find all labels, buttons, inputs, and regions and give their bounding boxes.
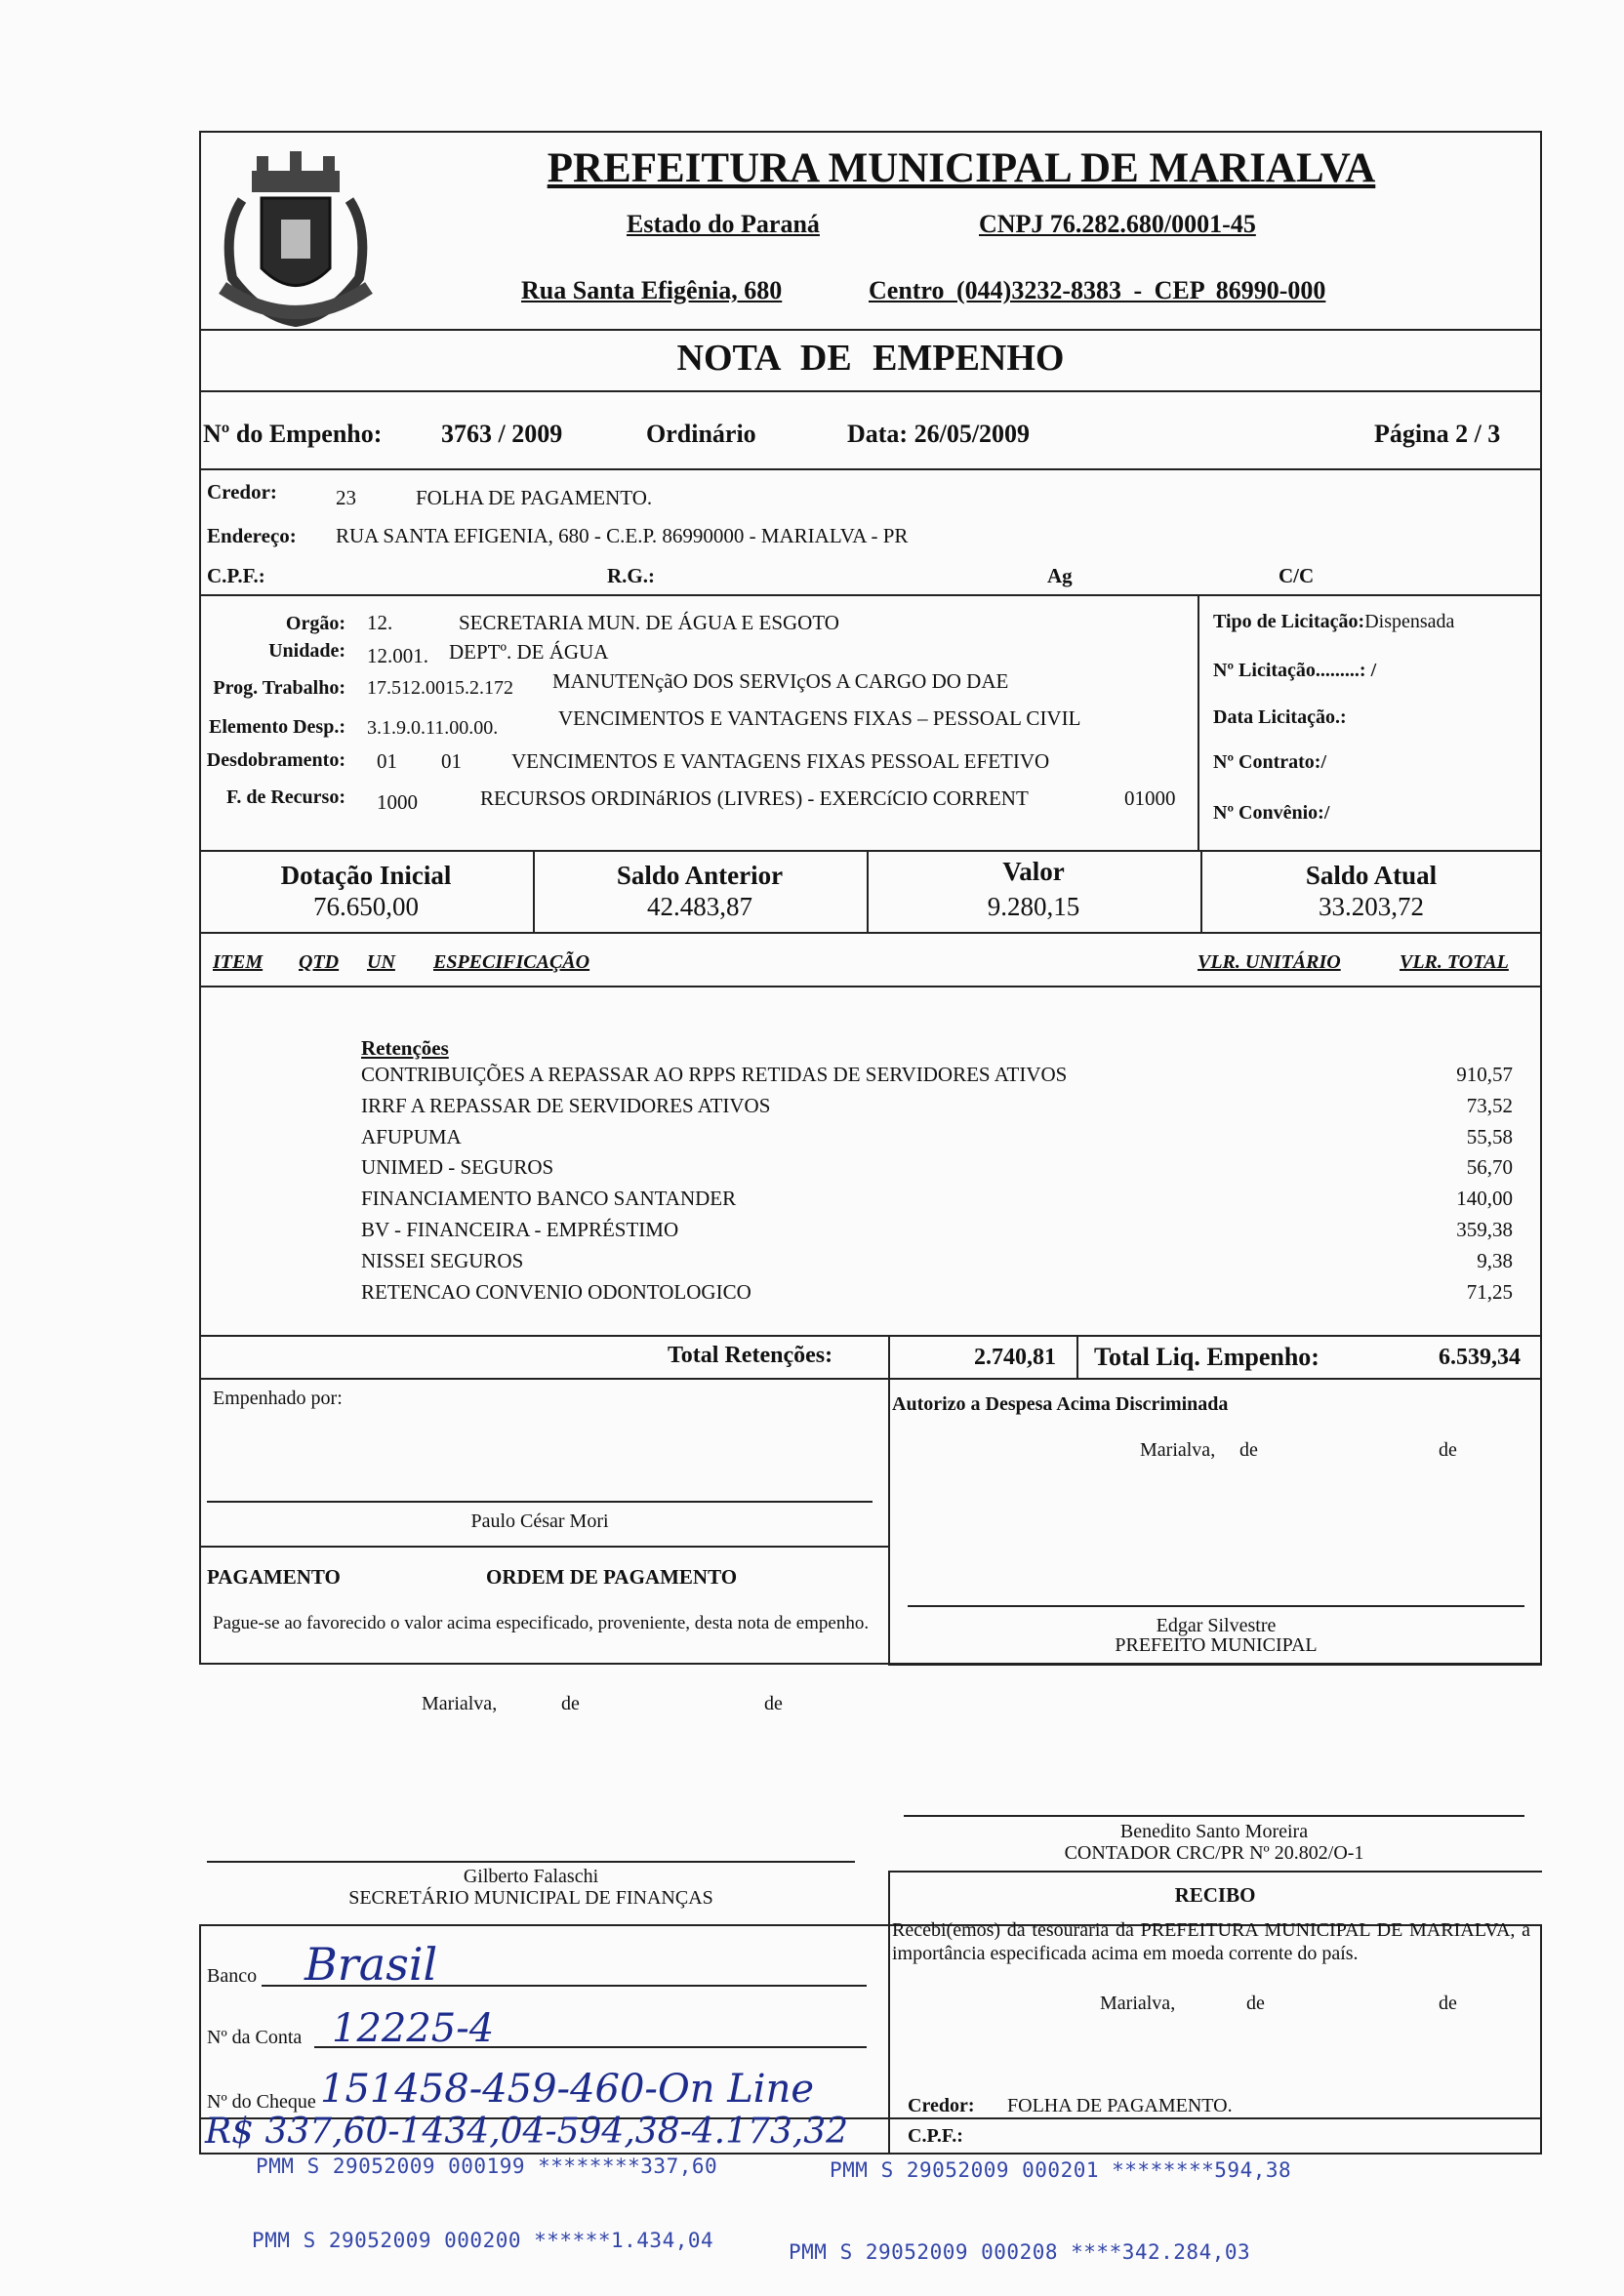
agency-label: Ag [1047, 564, 1073, 587]
prog-code: 17.512.0015.2.172 [367, 677, 513, 699]
prefeito-name: Edgar Silvestre [1156, 1615, 1277, 1636]
fonte-code: 1000 [377, 790, 418, 814]
divider [888, 1871, 1542, 1873]
divider [199, 390, 1542, 392]
ordem-pagamento-label: ORDEM DE PAGAMENTO [486, 1565, 738, 1589]
district-phone-cep: Centro (044)3232-8383 - CEP 86990-000 [869, 276, 1326, 304]
desdobramento-code2: 01 [441, 749, 462, 773]
bottom-credor-label: Credor: [908, 2095, 975, 2116]
municipality-title: PREFEITURA MUNICIPAL DE MARIALVA [547, 145, 1376, 191]
col-specification: ESPECIFICAÇÃO [433, 951, 590, 973]
retentions-title: Retenções [361, 1036, 449, 1060]
retention-desc: FINANCIAMENTO BANCO SANTANDER [361, 1187, 737, 1211]
amounts-handwritten: R$ 337,60-1434,04-594,38-4.173,32 [205, 2112, 849, 2152]
bottom-cpf-label: C.P.F.: [908, 2125, 963, 2147]
credor-name: FOLHA DE PAGAMENTO. [416, 486, 653, 509]
prefeito-title: PREFEITO MUNICIPAL [1115, 1634, 1318, 1656]
document-title: NOTA DE EMPENHO [676, 338, 1065, 379]
desdobramento-label: Desdobramento: [206, 749, 345, 771]
divider [199, 594, 1542, 596]
licitacao-tipo-label [1213, 611, 1454, 633]
bank-label: Banco [207, 1965, 258, 1987]
col-un: UN [367, 951, 395, 973]
retention-value: 359,38 [1456, 1218, 1513, 1241]
retention-desc: AFUPUMA [361, 1124, 462, 1148]
retention-value: 73,52 [1466, 1093, 1513, 1117]
desdobramento-name: VENCIMENTOS E VANTAGENS FIXAS PESSOAL EFETIVO [511, 749, 1050, 773]
divider [199, 1378, 1542, 1380]
empenho-date: Data: 26/05/2009 [847, 420, 1031, 448]
divider [199, 986, 1542, 987]
cnpj: CNPJ 76.282.680/0001-45 [979, 210, 1256, 238]
unidade-name: DEPTº. DE ÁGUA [449, 640, 609, 664]
account-number-label: Nº da Conta [207, 2027, 303, 2048]
account-number-handwritten[interactable]: 12225-4 [332, 2006, 495, 2051]
rg-label: R.G.: [607, 564, 655, 587]
authorize-city: Marialva, [1140, 1439, 1216, 1461]
total-liquid-label: Total Liq. Empenho: [1094, 1343, 1320, 1371]
empenho-number-label: Nº do Empenho: [203, 420, 383, 448]
orgao-code: 12. [367, 611, 393, 634]
col-unit-value: VLR. UNITÁRIO [1198, 951, 1341, 973]
bank-stamp: PMM S 29052009 000199 ********337,60 [256, 2155, 718, 2178]
credor-label: Credor: [207, 480, 277, 504]
recibo-de-1: de [1246, 1993, 1265, 2014]
dotacao-inicial-label: Dotação Inicial [280, 861, 452, 890]
prog-label: Prog. Trabalho: [213, 677, 345, 699]
retention-value: 910,57 [1456, 1063, 1513, 1086]
account-label: C/C [1279, 564, 1315, 587]
address: RUA SANTA EFIGENIA, 680 - C.E.P. 86990000 - MARIALVA - PR [336, 524, 909, 547]
total-retentions-label: Total Retenções: [668, 1343, 833, 1368]
retention-desc: UNIMED - SEGUROS [361, 1155, 554, 1180]
unidade-label: Unidade: [268, 640, 345, 662]
authorize-de-1: de [1239, 1439, 1258, 1461]
bank-value-handwritten[interactable]: Brasil [304, 1938, 438, 1991]
contador-title: CONTADOR CRC/PR Nº 20.802/O-1 [1064, 1842, 1364, 1864]
valor-value: 9.280,15 [987, 892, 1080, 921]
authorize-de-2: de [1439, 1439, 1457, 1461]
divider [199, 932, 1542, 934]
retention-desc: RETENCAO CONVENIO ODONTOLOGICO [361, 1279, 751, 1304]
retention-value: 140,00 [1456, 1187, 1513, 1211]
licitacao-tipo-label-text: Tipo de Licitação: [1213, 611, 1365, 632]
orgao-name: SECRETARIA MUN. DE ÁGUA E ESGOTO [459, 611, 839, 634]
convenio-number: Nº Convênio:/ [1213, 802, 1330, 824]
vertical-divider [1076, 1335, 1078, 1378]
licitacao-numero: Nº Licitação.........: / [1213, 660, 1377, 681]
cpf-label: C.P.F.: [207, 564, 265, 587]
empenhado-name: Paulo César Mori [470, 1511, 609, 1532]
divider [199, 850, 1542, 852]
pagamento-label: PAGAMENTO [207, 1565, 341, 1589]
fonte-label: F. de Recurso: [225, 786, 345, 808]
elemento-code: 3.1.9.0.11.00.00. [367, 717, 499, 739]
divider [199, 1335, 1542, 1337]
cheque-number-handwritten[interactable]: 151458-459-460-On Line [320, 2067, 814, 2112]
col-total-value: VLR. TOTAL [1400, 951, 1509, 973]
empenho-kind: Ordinário [646, 420, 756, 448]
bottom-credor-value: FOLHA DE PAGAMENTO. [1007, 2095, 1233, 2116]
bank-stamp: PMM S 29052009 000208 ****342.284,03 [789, 2240, 1251, 2264]
divider [199, 1546, 890, 1548]
pague-se-text: Pague-se ao favorecido o valor acima especificado, proveniente, desta nota de empenho. [213, 1613, 870, 1633]
retention-desc: BV - FINANCEIRA - EMPRÉSTIMO [361, 1218, 679, 1241]
signature-line [207, 1501, 873, 1503]
orgao-label: Orgão: [285, 613, 345, 634]
bank-stamp: PMM S 29052009 000201 ********594,38 [830, 2158, 1292, 2182]
contador-name: Benedito Santo Moreira [1119, 1821, 1309, 1842]
licitacao-tipo-value: Dispensada [1364, 611, 1455, 632]
coat-of-arms-logo [203, 141, 388, 337]
unidade-code: 12.001. [367, 644, 428, 667]
retention-value: 9,38 [1477, 1248, 1513, 1272]
retention-value: 56,70 [1466, 1155, 1513, 1180]
vertical-divider [888, 1871, 890, 2155]
dotacao-inicial-value: 76.650,00 [313, 892, 419, 921]
order-de-1: de [561, 1693, 580, 1714]
col-item: ITEM [213, 951, 264, 973]
credor-code: 23 [336, 486, 356, 509]
elemento-name: VENCIMENTOS E VANTAGENS FIXAS – PESSOAL CIVIL [558, 706, 1081, 730]
saldo-atual-label: Saldo Atual [1305, 861, 1438, 890]
page-number: Página 2 / 3 [1374, 420, 1501, 448]
bank-stamp: PMM S 29052009 000200 ******1.434,04 [252, 2229, 714, 2252]
secretario-name: Gilberto Falaschi [463, 1866, 599, 1887]
recibo-title: RECIBO [1174, 1883, 1256, 1907]
retention-value: 71,25 [1466, 1279, 1513, 1304]
contrato-number: Nº Contrato:/ [1213, 751, 1327, 773]
order-de-2: de [764, 1693, 783, 1714]
empenhado-por-label: Empenhado por: [213, 1388, 343, 1409]
elemento-label: Elemento Desp.: [209, 716, 345, 738]
secretario-title: SECRETÁRIO MUNICIPAL DE FINANÇAS [348, 1887, 713, 1909]
signature-line [908, 1605, 1524, 1607]
col-qtd: QTD [299, 951, 340, 973]
recibo-de-2: de [1439, 1993, 1457, 2014]
retention-value: 55,58 [1466, 1124, 1513, 1148]
saldo-anterior-label: Saldo Anterior [616, 861, 784, 890]
cheque-number-label: Nº do Cheque [207, 2091, 316, 2113]
recibo-text: Recebi(emos) da tesouraria da PREFEITURA MUNICIPAL DE MARIALVA, a importância especificada acima em moeda corrente do país. [892, 1919, 1530, 1964]
signature-line [904, 1815, 1524, 1817]
saldo-anterior-value: 42.483,87 [647, 892, 752, 921]
retention-desc: IRRF A REPASSAR DE SERVIDORES ATIVOS [361, 1093, 771, 1117]
divider [199, 468, 1542, 470]
licitacao-data: Data Licitação.: [1213, 706, 1347, 728]
prog-name: MANUTENçãO DOS SERVIçOS A CARGO DO DAE [552, 669, 1009, 693]
saldo-atual-value: 33.203,72 [1319, 892, 1424, 921]
vertical-divider [888, 1378, 890, 1665]
authorize-label: Autorizo a Despesa Acima Discriminada [892, 1393, 1229, 1415]
desdobramento-code1: 01 [377, 749, 397, 773]
vertical-divider [1198, 594, 1199, 850]
order-city: Marialva, [422, 1693, 498, 1714]
retention-desc: NISSEI SEGUROS [361, 1248, 524, 1272]
divider [888, 1664, 1542, 1666]
empenho-number: 3763 / 2009 [441, 420, 563, 448]
valor-label: Valor [1002, 857, 1065, 886]
fonte-name: RECURSOS ORDINáRIOS (LIVRES) - EXERCíCIO CORRENT [480, 786, 1029, 810]
street-address: Rua Santa Efigênia, 680 [521, 276, 783, 304]
address-label: Endereço: [207, 524, 297, 547]
total-retentions-value: 2.740,81 [974, 1345, 1056, 1370]
retention-desc: CONTRIBUIÇÕES A REPASSAR AO RPPS RETIDAS DE SERVIDORES ATIVOS [361, 1063, 1068, 1086]
recibo-city: Marialva, [1100, 1993, 1176, 2014]
state-name: Estado do Paraná [627, 210, 820, 238]
divider [199, 329, 1542, 331]
signature-line [207, 1861, 855, 1863]
fonte-code2: 01000 [1124, 786, 1176, 810]
total-liquid-value: 6.539,34 [1439, 1345, 1521, 1370]
